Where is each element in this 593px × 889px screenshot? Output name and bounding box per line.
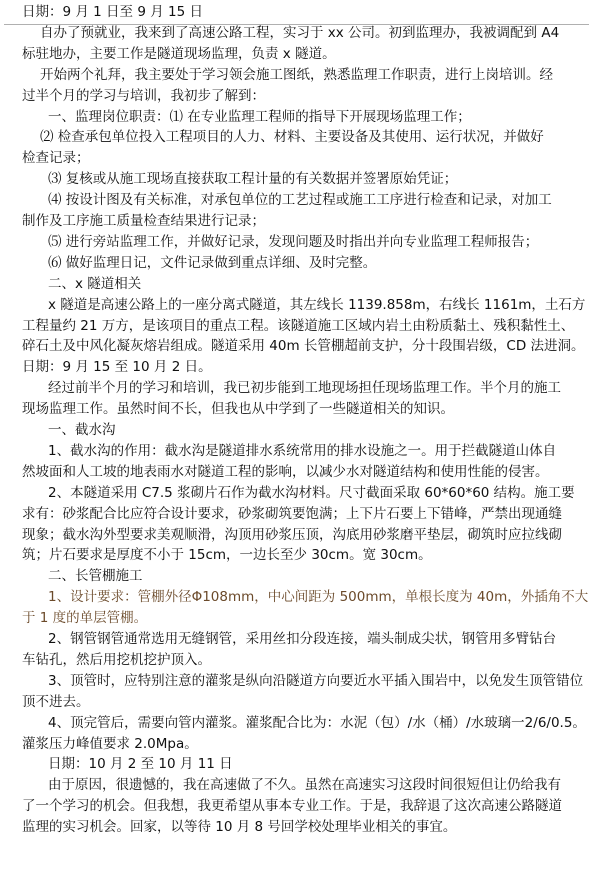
- text-line-content: 1、截水沟的作用：截水沟是隧道排水系统常用的排水设施之一。用于拦截隧道山体自: [48, 442, 557, 459]
- text-line: [0, 190, 593, 210]
- text-line-content: ⑷ 按设计图及有关标准，对承包单位的工艺过程或施工工序进行检查和记录，对加工: [48, 192, 552, 209]
- text-line: [0, 504, 593, 524]
- text-line: [0, 378, 593, 398]
- text-line: [0, 525, 593, 545]
- text-line: [0, 127, 593, 147]
- text-line-content: 二、x 隧道相关: [48, 275, 142, 292]
- text-line: [0, 65, 593, 85]
- text-line-content: x 隧道是高速公路上的一座分离式隧道，其左线长 1139.858m，右线长 1161m，土石方: [48, 296, 586, 313]
- text-line: [0, 295, 593, 315]
- text-line: [0, 608, 593, 628]
- text-line: [0, 462, 593, 482]
- text-line-content: 了一个学习的机会。但我想，我更希望从事本专业工作。于是，我辞退了这次高速公路隧道: [22, 798, 562, 815]
- text-line-content: 制作及工序施工质量检查结果进行记录；: [22, 213, 265, 229]
- text-line: [0, 796, 593, 816]
- text-line: [0, 754, 593, 774]
- text-line: [0, 44, 593, 64]
- text-line: [0, 817, 593, 837]
- text-line-content: 现象；截水沟外型要求美观顺滑，沟顶用砂浆压顶，沟底用砂浆磨平垫层，砌筑时应拉线砌: [22, 526, 562, 543]
- text-line-content: 二、长管棚施工: [48, 568, 143, 585]
- text-line-content: 车钻孔，然后用挖机挖护顶入。: [22, 651, 211, 668]
- text-line-content: 一、监理岗位职责：⑴ 在专业监理工程师的指导下开展现场监理工作；: [48, 108, 471, 125]
- text-line: [0, 587, 593, 607]
- text-line-content: ⑵ 检查承包单位投入工程项目的人力、材料、主要设备及其使用、运行状况，并做好: [40, 129, 544, 146]
- text-line-content: ⑶ 复核或从施工现场直接获取工程计量的有关数据并签署原始凭证；: [48, 171, 458, 188]
- text-line: [0, 713, 593, 733]
- text-line: [0, 253, 593, 273]
- text-line: [0, 629, 593, 649]
- text-line: [0, 232, 593, 252]
- text-line-content: 开始两个礼拜，我主要处于学习领会施工图纸，熟悉监理工作职责，进行上岗培训。经: [40, 66, 553, 83]
- text-line-content: 经过前半个月的学习和培训，我已初步能到工地现场担任现场监理工作。半个月的施工: [48, 380, 561, 397]
- text-line-content: 日期：9 月 15 至 10 月 2 日。: [22, 359, 212, 376]
- text-line-content: 2、钢管钢管通常选用无缝钢管，采用丝扣分段连接，端头制成尖状，钢管用多臂钻台: [48, 631, 557, 647]
- text-line: [0, 566, 593, 586]
- text-line-content: 由于原因，很遗憾的，我在高速做了不久。虽然在高速实习这段时间很短但让仍给我有: [48, 777, 561, 794]
- text-line-content: 2、本隧道采用 C7.5 浆砌片石作为截水沟材料。尺寸截面采取 60*60*60 结构。施工要: [48, 484, 575, 501]
- text-line: [0, 399, 593, 419]
- text-line: [0, 483, 593, 503]
- text-line: [0, 23, 593, 43]
- text-line-content: 求有：砂浆配合比应符合设计要求，砂浆砌筑要饱满；上下片石要上下错峰，严禁出现通缝: [22, 505, 562, 522]
- text-line-content: 4、顶完管后，需要向管内灌浆。灌浆配合比为：水泥（包）/水（桶）/水玻璃一2/6/0.5。: [48, 714, 586, 731]
- text-line-content: 标驻地办，主要工作是隧道现场监理，负责 x 隧道。: [22, 45, 336, 62]
- text-line-content: 现场监理工作。虽然时间不长，但我也从中学到了一些隧道相关的知识。: [22, 401, 454, 418]
- text-line: [0, 2, 593, 22]
- text-line-content: 然坡面和人工坡的地表雨水对隧道工程的影响，以减少水对隧道结构和使用性能的侵害。: [22, 463, 549, 480]
- text-line-content: 监理的实习机会。回家，以等待 10 月 8 号回学校处理毕业相关的事宜。: [22, 819, 457, 836]
- text-line: [0, 734, 593, 754]
- text-line: [0, 107, 593, 127]
- text-line: [0, 169, 593, 189]
- text-line: [0, 545, 593, 565]
- text-line-content: 3、顶管时，应特别注意的灌浆是纵向沿隧道方向要近水平插入围岩中，以免发生顶管错位: [48, 672, 584, 689]
- text-line-content: 顶不进去。: [22, 693, 90, 710]
- text-line-content: 过半个月的学习与培训，我初步了解到：: [22, 87, 265, 104]
- text-line: [0, 775, 593, 795]
- text-line: [0, 650, 593, 670]
- text-line: [0, 148, 593, 168]
- text-line-content: ⑸ 进行旁站监理工作，并做好记录，发现问题及时指出并向专业监理工程师报告；: [48, 233, 539, 250]
- text-line-content: 1、设计要求：管棚外径Φ108mm，中心间距为 500mm，单根长度为 40m，外插角不大: [48, 589, 589, 606]
- text-line: [0, 274, 593, 294]
- text-line-content: 自办了预就业，我来到了高速公路工程，实习于 xx 公司。初到监理办，我被调配到 A4: [40, 24, 560, 41]
- text-line: [0, 86, 593, 106]
- text-line: [0, 336, 593, 356]
- text-line: [0, 316, 593, 336]
- text-line: [0, 420, 593, 440]
- text-line-content: 于 1 度的单层管棚。: [22, 610, 148, 627]
- text-line: [0, 441, 593, 461]
- text-line-content: 日期：9 月 1 日至 9 月 15 日: [22, 4, 203, 20]
- text-line-content: 灌浆压力峰值要求 2.0Mpa。: [22, 735, 198, 752]
- text-line-content: 一、截水沟: [48, 422, 116, 438]
- text-line-content: 日期：10 月 2 至 10 月 11 日: [48, 756, 233, 773]
- text-line: [0, 692, 593, 712]
- text-line-content: ⑹ 做好监理日记，文件记录做到重点详细、及时完整。: [48, 254, 377, 271]
- text-line: [0, 357, 593, 377]
- text-line: [0, 671, 593, 691]
- text-line-content: 检查记录；: [22, 150, 90, 167]
- text-line: [0, 211, 593, 231]
- text-line-content: 工程量约 21 万方，是该项目的重点工程。该隧道施工区域内岩土由粉质黏土、残积黏性土、: [22, 317, 575, 334]
- text-line-content: 筑；片石要求是厚度不小于 15cm，一边长至少 30cm。宽 30cm。: [22, 547, 432, 564]
- text-line-content: 碎石土及中风化凝灰熔岩组成。隧道采用 40m 长管棚超前支护，分十段围岩级，CD 法进洞。: [22, 338, 585, 355]
